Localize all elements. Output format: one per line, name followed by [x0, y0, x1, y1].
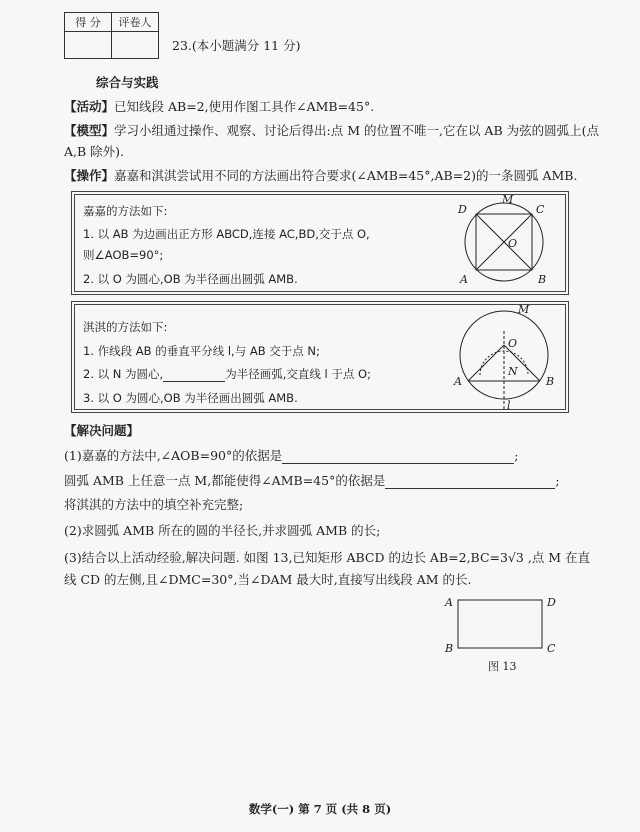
model-line2: A,B 除外). — [64, 144, 125, 159]
qiqi-circle — [460, 311, 548, 399]
label-b: B — [546, 375, 555, 388]
figure-13 — [436, 590, 576, 674]
qiqi-title: 淇淇的方法如下: — [83, 320, 168, 334]
score-cell[interactable] — [65, 32, 112, 59]
q1b-text: 圆弧 AMB 上任意一点 M,都能使得∠AMB=45°的依据是 — [64, 473, 386, 488]
q3-line2: 线 CD 的左侧,且∠DMC=30°,当∠DAM 最大时,直接写出线段 AM 的长. — [64, 572, 472, 587]
model-line — [64, 121, 599, 139]
model-tag: 【模型】 — [64, 123, 115, 138]
qiqi-step3: 3. 以 O 为圆心,OB 为半径画出圆弧 AMB. — [83, 391, 298, 405]
qiqi-method-box — [74, 304, 566, 410]
operation-tag: 【操作】 — [64, 168, 115, 183]
label-o: O — [508, 337, 518, 350]
q1a-end: ; — [514, 448, 519, 463]
section-title: 综合与实践 — [96, 75, 159, 90]
label-c: C — [547, 642, 556, 655]
label-l: l — [507, 399, 511, 412]
score-table — [64, 12, 159, 59]
q1c-line: 将淇淇的方法中的填空补充完整; — [64, 497, 244, 512]
label-b: B — [538, 273, 547, 286]
jiajia-step1b: 则∠AOB=90°; — [83, 248, 164, 262]
jiajia-figure — [450, 195, 562, 291]
qiqi-figure — [450, 301, 562, 413]
label-o: O — [508, 237, 518, 250]
q1b-line — [64, 471, 560, 489]
label-a: A — [454, 375, 462, 388]
solve-tag: 【解决问题】 — [64, 423, 140, 438]
q1a-answer-field[interactable] — [282, 448, 514, 464]
qiqi-step1: 1. 作线段 AB 的垂直平分线 l,与 AB 交于点 N; — [83, 344, 320, 358]
qiqi-step2 — [83, 366, 371, 382]
label-d: D — [458, 203, 467, 216]
q1a-line — [64, 446, 518, 464]
qiqi-step2-post: 为半径画弧,交直线 l 于点 O; — [225, 367, 371, 381]
activity-tag: 【活动】 — [64, 99, 115, 114]
activity-line — [64, 97, 374, 115]
label-m: M — [502, 195, 514, 206]
grader-cell[interactable] — [112, 32, 159, 59]
label-b: B — [445, 642, 454, 655]
q3-line1: (3)结合以上活动经验,解决问题. 如图 13,已知矩形 ABCD 的边长 AB=2,BC=3√3 ,点 M 在直 — [64, 550, 591, 565]
q1a-text: (1)嘉嘉的方法中,∠AOB=90°的依据是 — [64, 448, 283, 463]
rectangle-abcd — [458, 600, 542, 648]
model-text: 学习小组通过操作、观察、讨论后得出:点 M 的位置不唯一,它在以 AB 为弦的圆弧上(点 — [114, 123, 599, 138]
page-footer: 数学(一) 第 7 页 (共 8 页) — [248, 802, 392, 816]
label-a: A — [445, 596, 453, 609]
q1b-end: ; — [555, 473, 560, 488]
q2-line: (2)求圆弧 AMB 所在的圆的半径长,并求圆弧 AMB 的长; — [64, 523, 381, 538]
label-c: C — [536, 203, 545, 216]
jiajia-title: 嘉嘉的方法如下: — [83, 204, 168, 218]
q1b-answer-field[interactable] — [385, 473, 555, 489]
question-header: 23.(本小题满分 11 分) — [172, 38, 301, 53]
label-n: N — [508, 365, 518, 378]
operation-line — [64, 166, 577, 184]
label-a: A — [460, 273, 468, 286]
label-d: D — [547, 596, 556, 609]
qiqi-blank-field[interactable] — [163, 367, 225, 382]
score-label: 得 分 — [65, 13, 112, 32]
qiqi-step2-pre: 2. 以 N 为圆心, — [83, 367, 164, 381]
jiajia-step1a: 1. 以 AB 为边画出正方形 ABCD,连接 AC,BD,交于点 O, — [83, 227, 370, 241]
label-m: M — [518, 303, 530, 316]
operation-text: 嘉嘉和淇淇尝试用不同的方法画出符合要求(∠AMB=45°,AB=2)的一条圆弧 AMB. — [114, 168, 578, 183]
jiajia-method-box — [74, 194, 566, 292]
segment-ao — [468, 345, 504, 381]
jiajia-step2: 2. 以 O 为圆心,OB 为半径画出圆弧 AMB. — [83, 272, 298, 286]
figure-caption: 图 13 — [488, 660, 517, 673]
activity-text: 已知线段 AB=2,使用作图工具作∠AMB=45°. — [114, 99, 375, 114]
grader-label: 评卷人 — [112, 13, 159, 32]
